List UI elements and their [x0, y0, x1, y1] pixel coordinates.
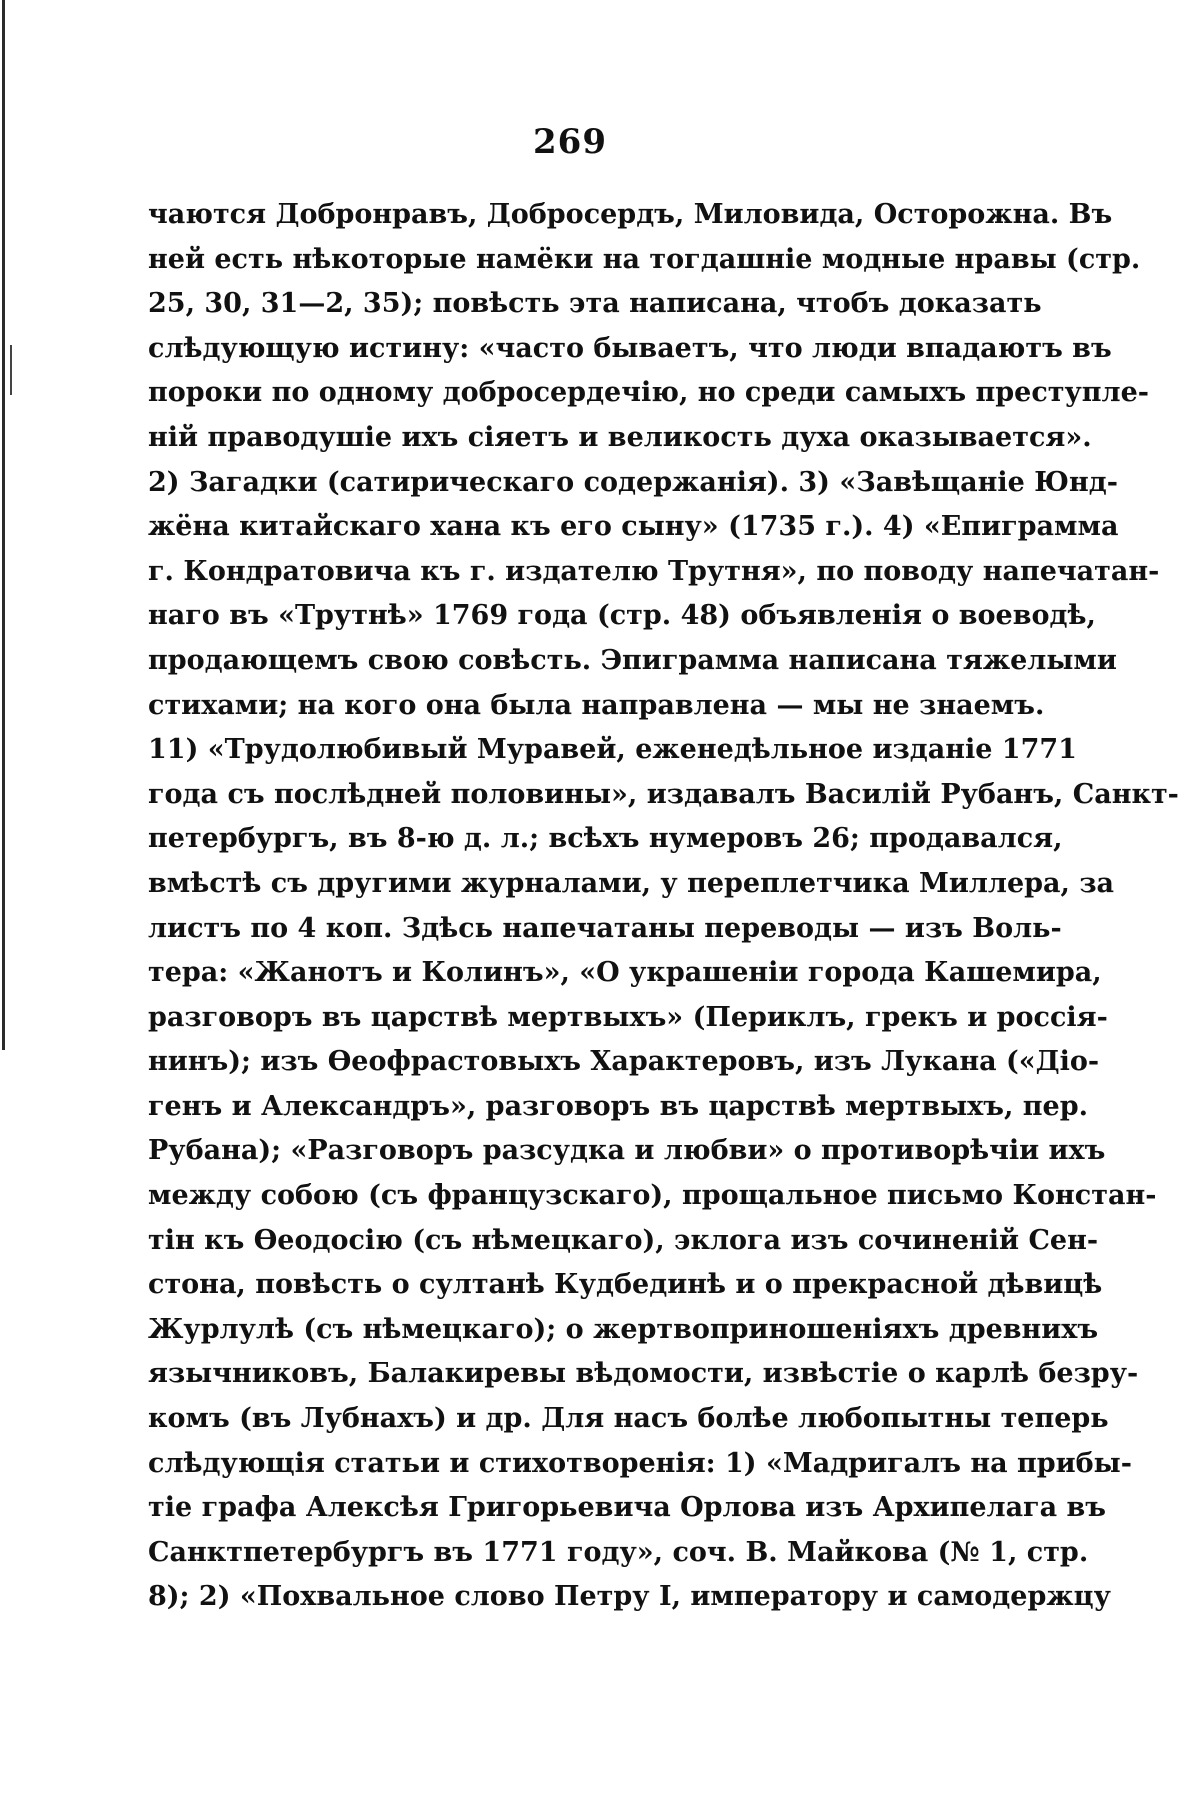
- text-line: тіе графа Алексѣя Григорьевича Орлова изъ Архипелага въ: [148, 1492, 1106, 1524]
- text-line: петербургъ, въ 8-ю д. л.; всѣхъ нумеровъ 26; продавался,: [148, 823, 1063, 855]
- text-line: язычниковъ, Балакиревы вѣдомости, извѣстіе о карлѣ безру-: [148, 1358, 1139, 1390]
- text-line: пороки по одному добросердечію, но среди самыхъ преступле-: [148, 377, 1149, 409]
- text-line: г. Кондратовича къ г. издателю Трутня», по поводу напечатан-: [148, 555, 1160, 587]
- text-line: слѣдующую истину: «часто бываетъ, что люди впадаютъ въ: [148, 332, 1112, 364]
- text-line: слѣдующія статьи и стихотворенія: 1) «Мадригалъ на прибы-: [148, 1447, 1132, 1479]
- text-line: комъ (въ Лубнахъ) и др. Для насъ болѣе любопытны теперь: [148, 1403, 1109, 1435]
- page-number: 269: [533, 122, 607, 162]
- text-line: стона, повѣсть о султанѣ Кудбединѣ и о прекрасной дѣвицѣ: [148, 1269, 1103, 1301]
- text-line: между собою (съ французскаго), прощальное письмо Констан-: [148, 1180, 1157, 1212]
- text-line: 25, 30, 31—2, 35); повѣсть эта написана, чтобъ доказать: [148, 288, 1042, 320]
- paragraph-start-line: 11) «Трудолюбивый Муравей, еженедѣльное изданіе 1771: [148, 734, 1077, 766]
- text-line: Санктпетербургъ въ 1771 году», соч. В. Майкова (№ 1, стр.: [148, 1536, 1089, 1568]
- text-line: чаются Добронравъ, Добросердъ, Миловида, Осторожна. Въ: [148, 199, 1113, 230]
- text-line: 2) Загадки (сатирическаго содержанія). 3) «Завѣщаніе Юнд-: [148, 466, 1118, 498]
- text-line: продающемъ свою совѣсть. Эпиграмма написана тяжелыми: [148, 644, 1117, 676]
- text-line: Рубана); «Разговоръ разсудка и любви» о противорѣчіи ихъ: [148, 1135, 1106, 1167]
- body-text: [148, 193, 1179, 1620]
- text-line: тера: «Жанотъ и Колинъ», «О украшеніи города Кашемира,: [148, 957, 1102, 989]
- text-line: генъ и Александръ», разговоръ въ царствѣ мертвыхъ, пер.: [148, 1090, 1089, 1122]
- text-line: наго въ «Трутнѣ» 1769 года (стр. 48) объявленія о воеводѣ,: [148, 600, 1096, 632]
- scan-edge-mark: [10, 345, 12, 395]
- text-line: стихами; на кого она была направлена — мы не знаемъ.: [148, 689, 1045, 721]
- text-line: нинъ); изъ Ѳеофрастовыхъ Характеровъ, изъ Лукана («Діо-: [148, 1046, 1100, 1078]
- text-line: ній праводушіе ихъ сіяетъ и великость духа оказывается».: [148, 421, 1092, 453]
- text-line: жёна китайскаго хана къ его сыну» (1735 г.). 4) «Епиграмма: [148, 511, 1119, 543]
- text-line: листъ по 4 коп. Здѣсь напечатаны переводы — изъ Воль-: [148, 912, 1062, 944]
- text-line: вмѣстѣ съ другими журналами, у переплетчика Миллера, за: [148, 867, 1115, 899]
- text-line: ней есть нѣкоторые намёки на тогдашніе модные нравы (стр.: [148, 243, 1141, 275]
- text-line: года съ послѣдней половины», издавалъ Василій Рубанъ, Санкт-: [148, 778, 1179, 810]
- text-line: Журлулѣ (съ нѣмецкаго); о жертвоприношеніяхъ древнихъ: [148, 1313, 1099, 1345]
- text-line: тін къ Ѳеодосію (съ нѣмецкаго), эклога изъ сочиненій Сен-: [148, 1224, 1099, 1256]
- text-line: 8); 2) «Похвальное слово Петру I, императору и самодержцу: [148, 1581, 1111, 1613]
- text-line: разговоръ въ царствѣ мертвыхъ» (Периклъ, грекъ и россія-: [148, 1001, 1108, 1033]
